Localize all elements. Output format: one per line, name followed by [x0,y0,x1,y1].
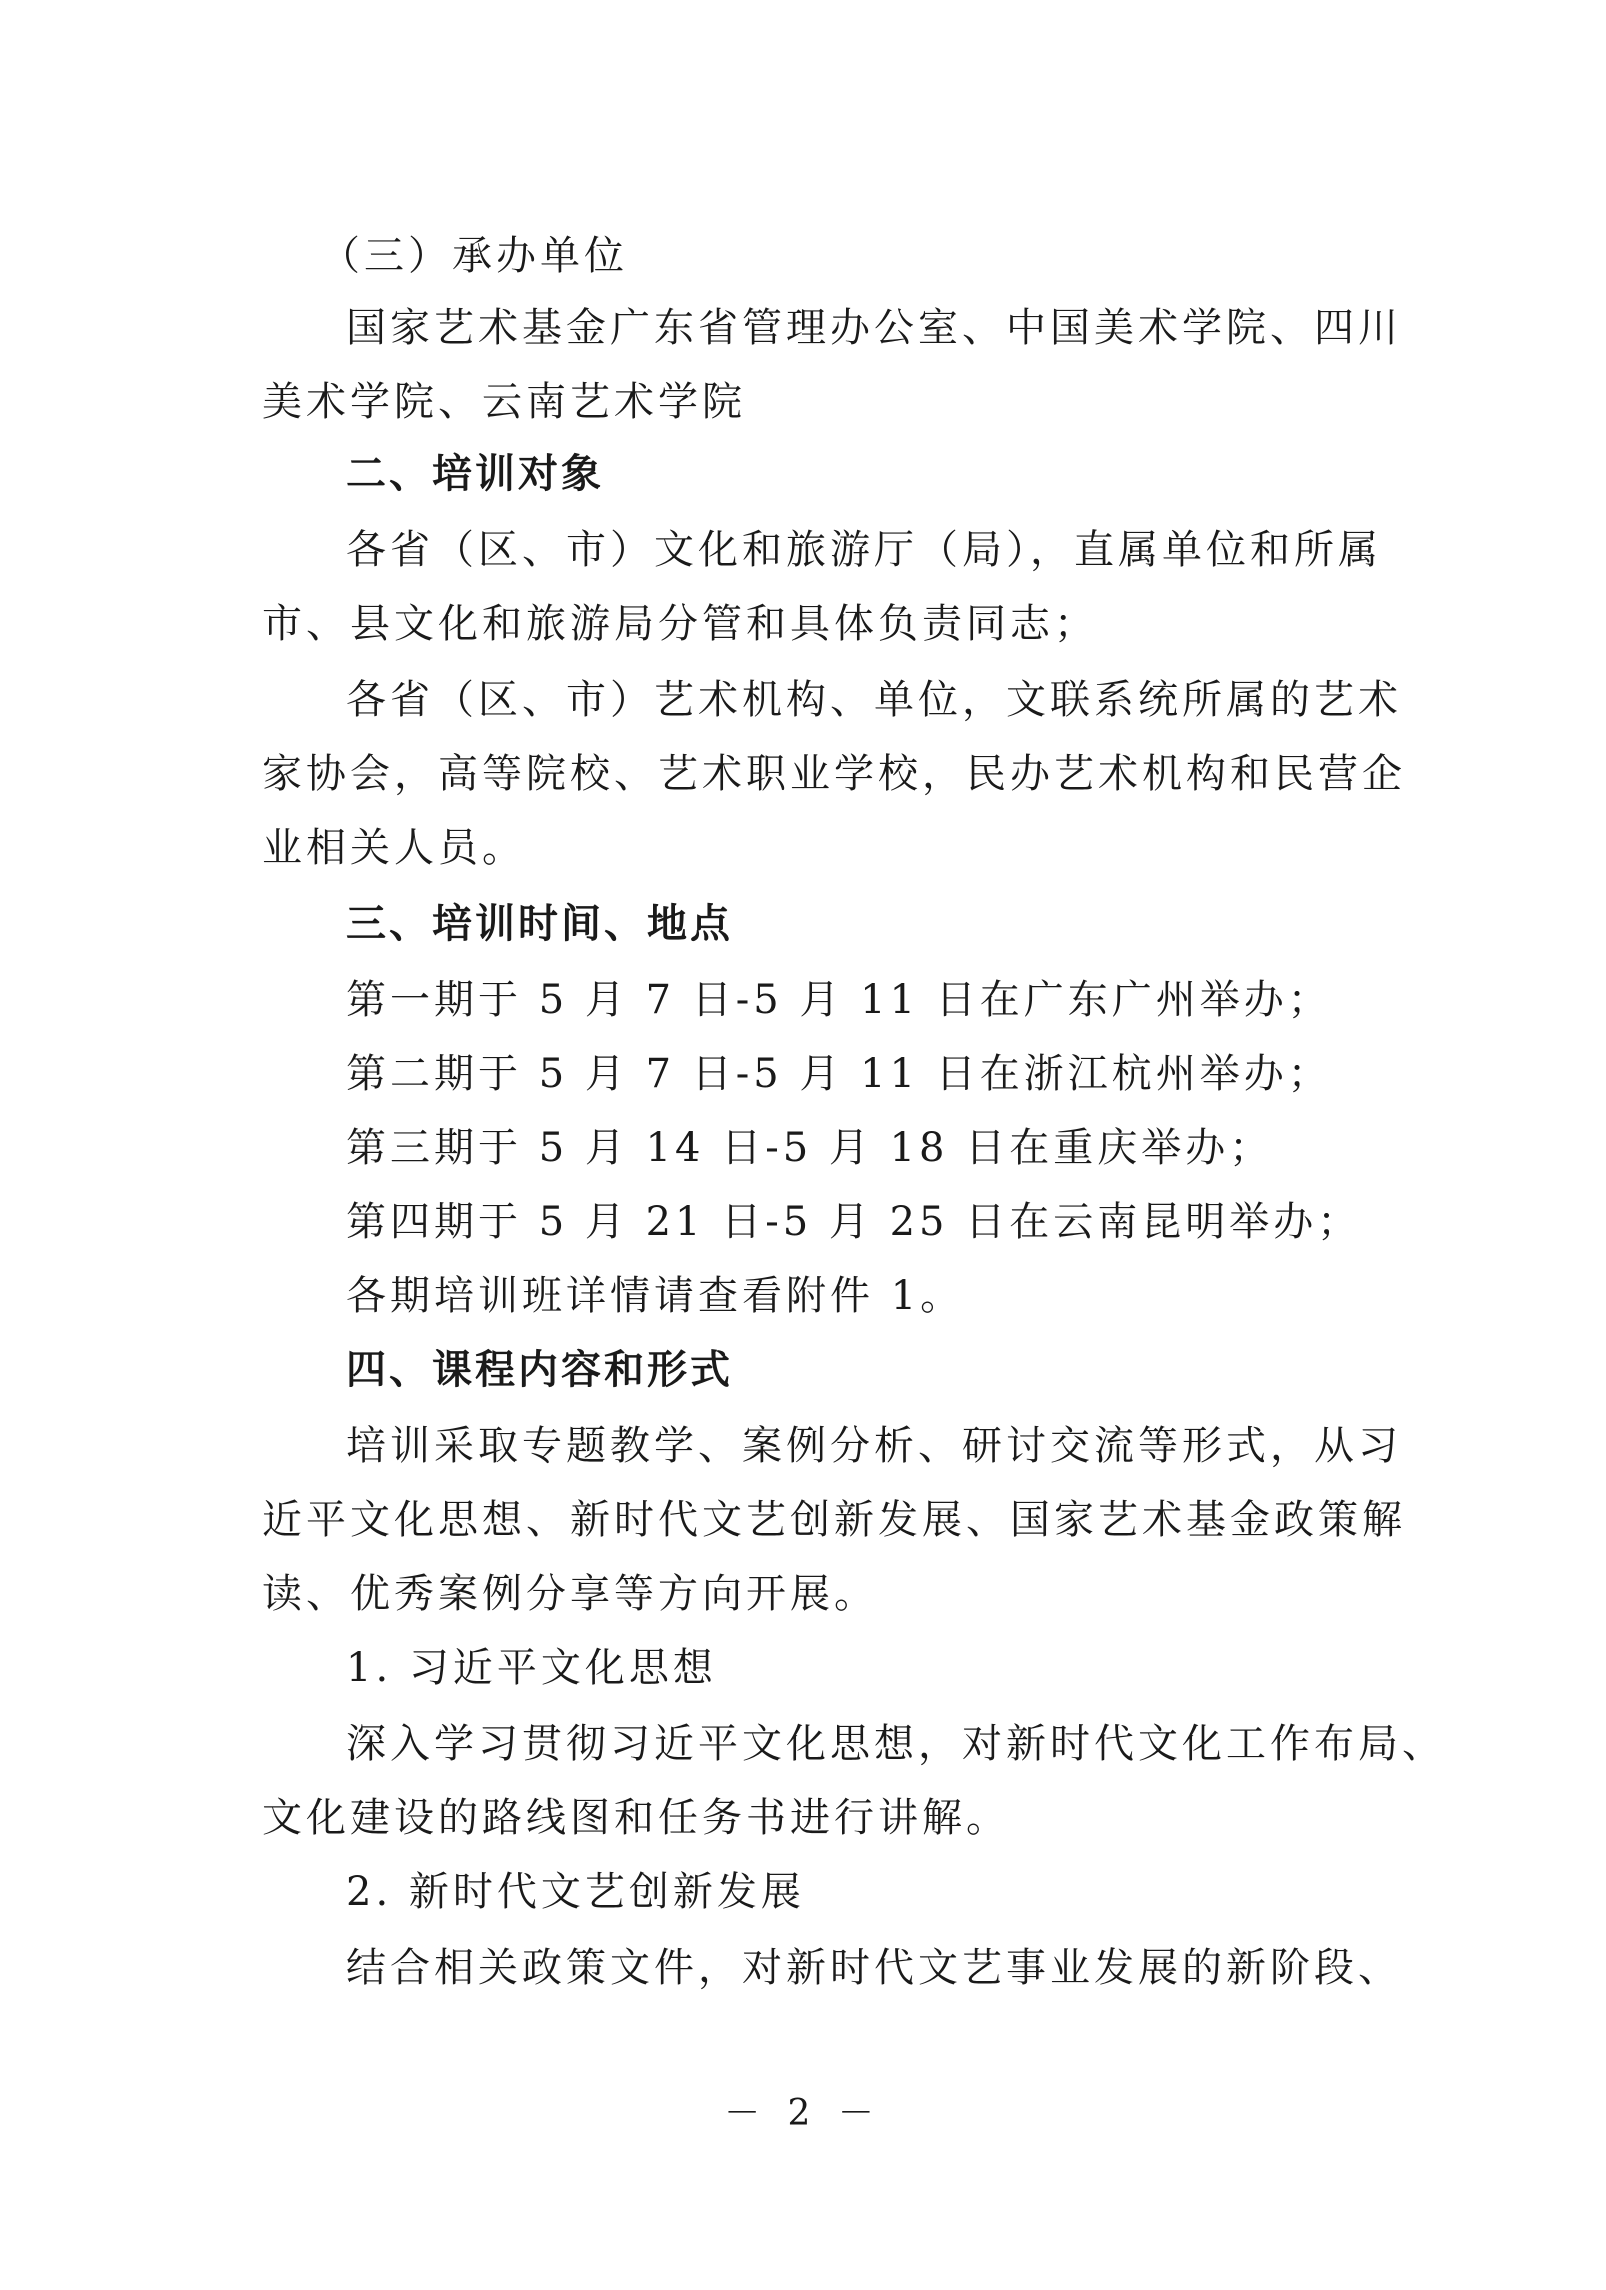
course-p1-line-1: 培训采取专题教学、案例分析、研讨交流等形式，从习 [346,1423,1402,1469]
section-3-heading: （三）承办单位 [320,233,628,279]
targets-p2-line-2: 家协会，高等院校、艺术职业学校，民办艺术机构和民营企 [262,751,1406,797]
targets-p1-line-1: 各省（区、市）文化和旅游厅（局），直属单位和所属 [346,527,1382,573]
targets-p1-line-2: 市、县文化和旅游局分管和具体负责同志； [262,601,1098,647]
course-p1-line-2: 近平文化思想、新时代文艺创新发展、国家艺术基金政策解 [262,1497,1406,1543]
course-p1-line-3: 读、优秀案例分享等方向开展。 [262,1571,878,1617]
page-number: － 2 － [724,2093,882,2134]
sessions-note: 各期培训班详情请查看附件 1。 [346,1273,965,1319]
session-3: 第三期于 5 月 14 日-5 月 18 日在重庆举办； [346,1125,1274,1171]
targets-p2-line-3: 业相关人员。 [262,825,526,871]
section-four-heading: 四、课程内容和形式 [346,1347,733,1393]
session-2: 第二期于 5 月 7 日-5 月 11 日在浙江杭州举办； [346,1051,1332,1097]
item-1-title: 1. 习近平文化思想 [346,1645,717,1691]
item-1-body-line-1: 深入学习贯彻习近平文化思想，对新时代文化工作布局、 [346,1721,1446,1767]
organizers-line-1: 国家艺术基金广东省管理办公室、中国美术学院、四川 [346,305,1402,351]
section-two-heading: 二、培训对象 [346,451,604,497]
targets-p2-line-1: 各省（区、市）艺术机构、单位，文联系统所属的艺术 [346,677,1402,723]
section-three-heading: 三、培训时间、地点 [346,901,733,947]
item-1-body-line-2: 文化建设的路线图和任务书进行讲解。 [262,1795,1010,1841]
item-2-title: 2. 新时代文艺创新发展 [346,1869,805,1915]
organizers-line-2: 美术学院、云南艺术学院 [262,379,746,425]
session-4: 第四期于 5 月 21 日-5 月 25 日在云南昆明举办； [346,1199,1362,1245]
session-1: 第一期于 5 月 7 日-5 月 11 日在广东广州举办； [346,977,1332,1023]
item-2-body-line-1: 结合相关政策文件，对新时代文艺事业发展的新阶段、 [346,1945,1402,1991]
